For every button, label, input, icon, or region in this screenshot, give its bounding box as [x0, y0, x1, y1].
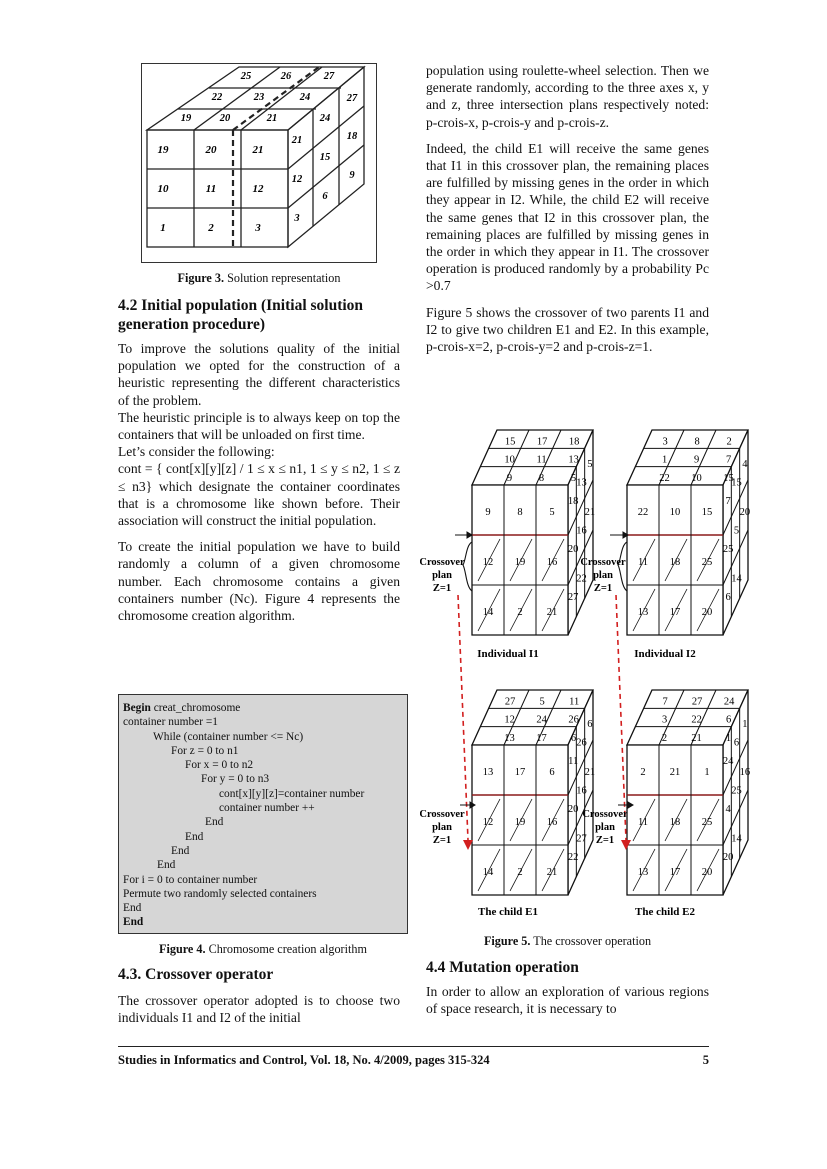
cube-side-label: 6	[587, 719, 593, 731]
cube-side-label: 16	[739, 767, 751, 779]
cube-top-label: 7	[662, 696, 668, 708]
child-e2-cube	[627, 690, 750, 895]
cube-front-label: 8	[517, 507, 523, 518]
cube-front-label: 22	[637, 507, 649, 518]
right-column-bottom	[426, 958, 709, 1017]
cube-top-label: 18	[568, 436, 580, 448]
cube-top-label: 8	[538, 473, 545, 484]
crossover-label-i2: plan	[593, 570, 613, 581]
journal-reference: Studies in Informatics and Control, Vol. 18, No. 4/2009, pages 315-324	[118, 1053, 490, 1067]
cube-side-label: 18	[567, 495, 579, 507]
cube-side-label: 13	[576, 477, 587, 489]
figure-4-label: Figure 4.	[159, 942, 206, 956]
cube-top-label: 22	[659, 473, 670, 484]
cube-side-label: 27	[346, 93, 358, 104]
cube-front-label: 21	[546, 867, 558, 878]
algo-line: End	[185, 830, 204, 843]
paragraph: Indeed, the child E1 will receive the same genes that I1 in this crossover plan, the remaining places are fulfilled by missing genes in the order in which they appear in I2. While, the child E2 will receive the same genes that I2 in this crossover plan, the remaining places are fulfilled by missing genes in the order in which they appear in I1. The crossover operation is produced randomly by a probability Pc >0.7	[426, 140, 709, 294]
cube-top-label: 13	[504, 733, 515, 744]
crossover-label-e1: Crossover	[420, 809, 465, 820]
individual-i1-cube	[472, 430, 595, 635]
cube-front-label: 14	[482, 867, 494, 878]
cube-side-label: 12	[291, 174, 303, 185]
cube-front-label: 2	[517, 867, 523, 878]
cube-front-label: 13	[637, 867, 649, 878]
individual-i2-label: Individual I2	[634, 648, 696, 660]
algo-keyword: Begin	[123, 702, 151, 714]
cube-front-label: 18	[669, 557, 681, 568]
cube-side-label: 9	[349, 170, 355, 181]
cube-side-label: 16	[576, 785, 587, 797]
cube-cell-label: 3	[255, 222, 261, 234]
cube-front-label: 25	[701, 817, 713, 828]
cube-side-label: 4	[742, 459, 748, 471]
cube-top-label: 6	[725, 714, 732, 726]
crossover-label-e2: Z=1	[595, 835, 615, 846]
figure-5-caption	[426, 933, 709, 950]
algo-line: For i = 0 to container number	[123, 873, 258, 886]
cube-side-label: 27	[576, 833, 587, 845]
cube-side-label: 11	[568, 755, 579, 767]
paragraph: In order to allow an exploration of various regions of space research, it is necessary to	[426, 984, 709, 1017]
cube-top-label: 2	[661, 733, 668, 744]
figure-5-text: The crossover operation	[533, 934, 652, 948]
paragraph: To improve the solutions quality of the initial population we opted for the construction of a heuristic representing the different characteristics of the problem.	[118, 341, 400, 408]
cube-side-label: 5	[733, 525, 740, 537]
algo-line: For y = 0 to n3	[201, 773, 270, 786]
cube-side-label: 24	[319, 113, 331, 124]
cube-front-label: 6	[549, 767, 555, 778]
cube-top-label: 27	[323, 71, 335, 82]
cube-top-label: 24	[723, 696, 735, 708]
algo-line: For z = 0 to n1	[171, 744, 239, 757]
child-e1-label: The child E1	[478, 906, 538, 918]
cube-top-label: 21	[691, 733, 702, 744]
cube-front-label: 17	[669, 867, 681, 878]
cube-side-label: 21	[584, 507, 596, 519]
figure-5-label: Figure 5.	[483, 934, 531, 948]
figure-4-caption	[118, 941, 408, 958]
cube-top-label: 26	[568, 714, 579, 726]
algo-line: End	[157, 859, 176, 872]
individual-i1-label: Individual I1	[477, 648, 539, 660]
algo-line: End	[171, 844, 190, 857]
cube-top-label: 5	[539, 696, 545, 708]
cube-side-label: 5	[587, 459, 593, 471]
algo-keyword: End	[123, 916, 144, 929]
cube-top-label: 26	[280, 71, 292, 82]
cube-front-label: 19	[514, 557, 526, 568]
cube-top-label: 25	[240, 71, 252, 82]
cube-side-label: 25	[731, 785, 742, 797]
cube-side-label: 15	[731, 477, 742, 489]
cube-top-label: 13	[568, 454, 579, 466]
cube-front-label: 11	[637, 817, 649, 828]
cube-front-label: 19	[514, 817, 526, 828]
figure-3-cube	[141, 63, 377, 263]
cube-side-label: 15	[319, 152, 331, 163]
cube-front-label: 2	[640, 767, 646, 778]
cube-cell-label: 19	[157, 144, 169, 156]
cube-top-label: 3	[661, 714, 668, 726]
page-number: 5	[702, 1053, 709, 1067]
cube-side-label: 20	[722, 851, 734, 863]
cube-front-label: 21	[669, 767, 681, 778]
cube-side-label: 20	[739, 507, 751, 519]
algorithm-box	[118, 694, 408, 934]
cube-top-label: 10	[691, 473, 702, 484]
algo-line: While (container number <= Nc)	[153, 730, 304, 743]
cube-top-label: 17	[536, 733, 547, 744]
left-column-bottom	[118, 965, 400, 1026]
figure-3-caption	[118, 270, 400, 287]
cube-top-label: 9	[693, 454, 700, 466]
cube-top-label: 7	[725, 454, 732, 466]
cube-front-label: 5	[549, 507, 555, 518]
cube-front-label: 10	[669, 507, 681, 518]
cube-side-label: 22	[576, 573, 587, 585]
cube-top-label: 8	[694, 436, 700, 448]
crossover-label-e1: Z=1	[432, 835, 452, 846]
cube-front-label: 18	[669, 817, 681, 828]
cube-front-label: 25	[701, 557, 713, 568]
cube-front-label: 15	[701, 507, 713, 518]
cube-front-label: 21	[546, 607, 558, 618]
cube-top-label: 22	[211, 92, 223, 103]
cube-side-label: 14	[731, 573, 742, 585]
cube-side-label: 27	[567, 591, 579, 603]
figure-4-text: Chromosome creation algorithm	[208, 942, 367, 956]
crossover-label-e2: plan	[595, 822, 615, 833]
cube-front-label: 13	[637, 607, 649, 618]
section-4-3-title: 4.3. Crossover operator	[118, 966, 274, 983]
cube-side-label: 20	[567, 803, 579, 815]
cube-front-label: 2	[517, 607, 523, 618]
cube-top-label: 11	[536, 454, 547, 466]
cube-front-label: 12	[482, 557, 494, 568]
cube-top-label: 3	[662, 436, 668, 448]
paragraph: Let’s consider the following:	[118, 444, 275, 460]
cube-cell-label: 2	[208, 222, 214, 234]
algo-line: container number ++	[219, 802, 315, 815]
paragraph: Figure 5 shows the crossover of two parents I1 and I2 to give two children E1 and E2. In this example, p-crois-x=2, p-crois-y=2 and p-crois-z=1.	[426, 304, 709, 355]
cube-top-label: 15	[723, 473, 734, 484]
crossover-label-i1: Z=1	[432, 583, 452, 594]
cube-cell-label: 12	[252, 183, 264, 195]
cube-front-label: 14	[482, 607, 494, 618]
cube-top-label: 19	[180, 113, 192, 124]
cube-side-label: 24	[722, 755, 734, 767]
cube-side-label: 25	[722, 543, 734, 555]
cube-top-label: 23	[253, 92, 265, 103]
right-column-text	[426, 62, 709, 355]
paragraph: The crossover operator adopted is to choose two individuals I1 and I2 of the initial	[118, 993, 400, 1026]
cube-top-label: 1	[661, 454, 668, 466]
figure-5-diagram	[420, 425, 755, 925]
cube-front-label: 9	[485, 507, 491, 518]
algo-line: End	[123, 902, 142, 915]
cube-front-label: 17	[514, 767, 526, 778]
algo-line: Permute two randomly selected containers	[123, 887, 317, 900]
cube-front-label: 11	[637, 557, 649, 568]
cube-side-label: 20	[567, 543, 579, 555]
cube-side-label: 18	[346, 131, 358, 142]
figure-3-text: Solution representation	[227, 271, 341, 285]
cube-top-label: 12	[504, 714, 515, 726]
figure-5	[420, 425, 755, 925]
cube-top-label: 9	[506, 473, 513, 484]
algo-line: For x = 0 to n2	[185, 759, 254, 772]
cube-cell-label: 20	[205, 144, 217, 156]
cube-cell-label: 10	[157, 183, 169, 195]
cube-top-label: 21	[266, 113, 278, 124]
cube-front-label: 16	[546, 557, 558, 568]
cube-top-label: 2	[726, 436, 732, 448]
cube-top-label: 27	[691, 696, 703, 708]
cube-cell-label: 11	[205, 183, 217, 195]
algo-line: cont[x][y][z]=container number	[219, 787, 365, 800]
cube-side-label: 4	[725, 803, 731, 815]
algo-line: container number =1	[123, 716, 218, 729]
section-4-4-title: 4.4 Mutation operation	[426, 959, 579, 976]
cube-front-label: 12	[482, 817, 494, 828]
cube-top-label: 22	[691, 714, 702, 726]
crossover-label-e2: Crossover	[582, 809, 628, 820]
cube-top-label: 24	[299, 92, 311, 103]
cube-top-label: 17	[536, 436, 548, 448]
cube-side-label: 6	[725, 591, 731, 603]
crossover-label-e1: plan	[432, 822, 452, 833]
cube-top-label: 1	[725, 733, 732, 744]
cube-front-label: 1	[704, 767, 710, 778]
cube-side-label: 6	[733, 737, 740, 749]
cube-side-label: 6	[322, 191, 328, 202]
cube-side-label: 16	[576, 525, 587, 537]
child-e1-cube	[472, 690, 595, 895]
cube-side-label: 7	[725, 495, 731, 507]
cube-side-label: 21	[291, 135, 303, 146]
cube-top-label: 15	[504, 436, 516, 448]
cube-side-label: 14	[731, 833, 742, 845]
cube-top-label: 10	[504, 454, 515, 466]
cube-top-label: 24	[536, 714, 547, 726]
cube-side-label: 1	[742, 719, 748, 731]
cube-side-label: 21	[584, 767, 596, 779]
cube-front-label: 13	[482, 767, 494, 778]
cube-front-label: 17	[669, 607, 681, 618]
cube-front-label: 20	[701, 607, 713, 618]
cube-side-label: 3	[294, 213, 300, 224]
paragraph: cont = { cont[x][y][z] / 1 ≤ x ≤ n1, 1 ≤ y ≤ n2, 1 ≤ z ≤ n3} which designate the container coordinates that is a chromosome like shown before. Their association will construct the initial population.	[118, 461, 400, 529]
figure-3-label: Figure 3.	[177, 271, 225, 285]
algo-line: creat_chromosome	[150, 702, 241, 714]
figure-3	[141, 63, 377, 263]
crossover-label-i2: Crossover	[580, 557, 626, 568]
left-column-text	[118, 296, 400, 624]
section-4-2-title: 4.2 Initial population (Initial solution generation procedure)	[118, 297, 364, 333]
cube-front-label: 20	[701, 867, 713, 878]
paragraph: To create the initial population we have to build randomly a column of a given chromosome number. Each chromosome contains a given containers number (Nc). Figure 4 represents the chromosome creation algorithm.	[118, 539, 400, 624]
cube-cell-label: 21	[252, 144, 264, 156]
cube-top-label: 11	[569, 696, 580, 708]
cube-top-label: 5	[570, 473, 577, 484]
cube-side-label: 22	[567, 851, 579, 863]
cube-front-label: 16	[546, 817, 558, 828]
paragraph: population using roulette-wheel selection. Then we generate randomly, according to the three axes x, y and z, three intersection plans respectively noted: p-crois-x, p-crois-y and p-crois-z.	[426, 63, 709, 130]
cube-side-label: 26	[576, 737, 587, 749]
crossover-label-i1: plan	[432, 570, 452, 581]
paragraph: The heuristic principle is to always keep on top the containers that will be unloaded on first time.	[118, 409, 400, 443]
crossover-label-i2: Z=1	[593, 583, 613, 594]
child-e2-label: The child E2	[635, 906, 695, 918]
individual-i2-cube	[627, 430, 750, 635]
cube-top-label: 20	[219, 113, 231, 124]
cube-top-label: 6	[570, 733, 577, 744]
cube-top-label: 27	[504, 696, 516, 708]
cube-cell-label: 1	[160, 222, 166, 234]
crossover-label-i1: Crossover	[420, 557, 465, 568]
algo-line: End	[205, 816, 224, 829]
page-footer	[118, 1046, 709, 1068]
